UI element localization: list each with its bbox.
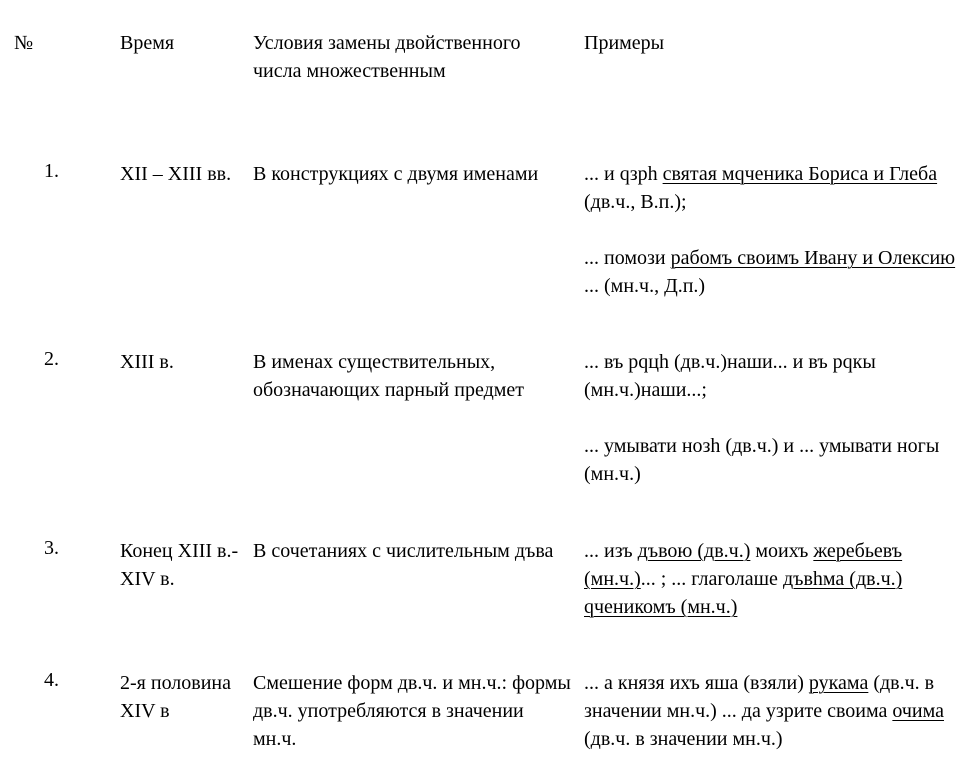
example-text: (дв.ч. в значении мн.ч.) bbox=[584, 728, 783, 750]
row-4-example-1 bbox=[584, 669, 956, 753]
underlined-example-text: святая мqченика Бориса и Глеба bbox=[662, 163, 938, 185]
row-4-number: 4. bbox=[44, 669, 59, 691]
header-examples: Примеры bbox=[584, 32, 665, 54]
example-text: моихъ bbox=[750, 540, 814, 562]
example-text: ... изъ bbox=[584, 540, 638, 562]
example-text: ... (мн.ч., Д.п.) bbox=[584, 275, 706, 297]
example-text: ... въ рqцh (дв.ч.)наши... и въ рqкы (мн.ч.)наши...; bbox=[584, 351, 876, 401]
row-4-time: 2-я половина XIV в bbox=[120, 672, 232, 722]
row-2-example-1 bbox=[584, 348, 956, 404]
underlined-example-text: жеребьевъ (мн.ч.) bbox=[584, 540, 903, 590]
row-4-conditions: Смешение форм дв.ч. и мн.ч.: формы дв.ч. употребляются в значении мн.ч. bbox=[253, 672, 571, 750]
underlined-example-text: дъвою (дв.ч.) bbox=[637, 540, 751, 562]
row-1-number: 1. bbox=[44, 160, 59, 182]
row-3-number: 3. bbox=[44, 537, 59, 559]
row-3-example-1 bbox=[584, 537, 956, 621]
row-3-conditions: В сочетаниях с числительным дъва bbox=[253, 540, 554, 562]
header-number: № bbox=[14, 32, 34, 54]
example-text: ... ; ... глаголаше bbox=[640, 568, 783, 590]
row-1-example-1 bbox=[584, 160, 956, 216]
underlined-example-text: дъвhма (дв.ч.) bbox=[782, 568, 903, 590]
example-text: (дв.ч., В.п.); bbox=[584, 191, 687, 213]
row-1-time: XII – XIII вв. bbox=[120, 163, 232, 185]
underlined-example-text: рабомъ своимъ Ивану и Олексию bbox=[670, 247, 956, 269]
row-1-example-2 bbox=[584, 244, 956, 300]
example-text: ... и qзрh bbox=[584, 163, 663, 185]
row-2-time: XIII в. bbox=[120, 351, 174, 373]
underlined-example-text: очима bbox=[892, 700, 944, 722]
example-text: ... помози bbox=[584, 247, 671, 269]
header-conditions: Условия замены двойственного числа множественным bbox=[253, 32, 521, 82]
header-time: Время bbox=[120, 32, 175, 54]
example-text: ... умывати нозh (дв.ч.) и ... умывати ногы (мн.ч.) bbox=[584, 435, 940, 485]
example-text: (дв.ч. в значении мн.ч.) ... да узрите своима bbox=[584, 672, 935, 722]
example-text: ... а князя ихъ яша (взяли) bbox=[584, 672, 809, 694]
row-2-example-2 bbox=[584, 432, 956, 488]
row-1-conditions: В конструкциях с двумя именами bbox=[253, 163, 539, 185]
underlined-example-text: рукама bbox=[808, 672, 869, 694]
row-3-time: Конец XIII в.-XIV в. bbox=[120, 540, 239, 590]
row-2-conditions: В именах существительных, обозначающих парный предмет bbox=[253, 351, 525, 401]
underlined-example-text: qченикомъ (мн.ч.) bbox=[584, 596, 738, 618]
row-2-number: 2. bbox=[44, 348, 59, 370]
